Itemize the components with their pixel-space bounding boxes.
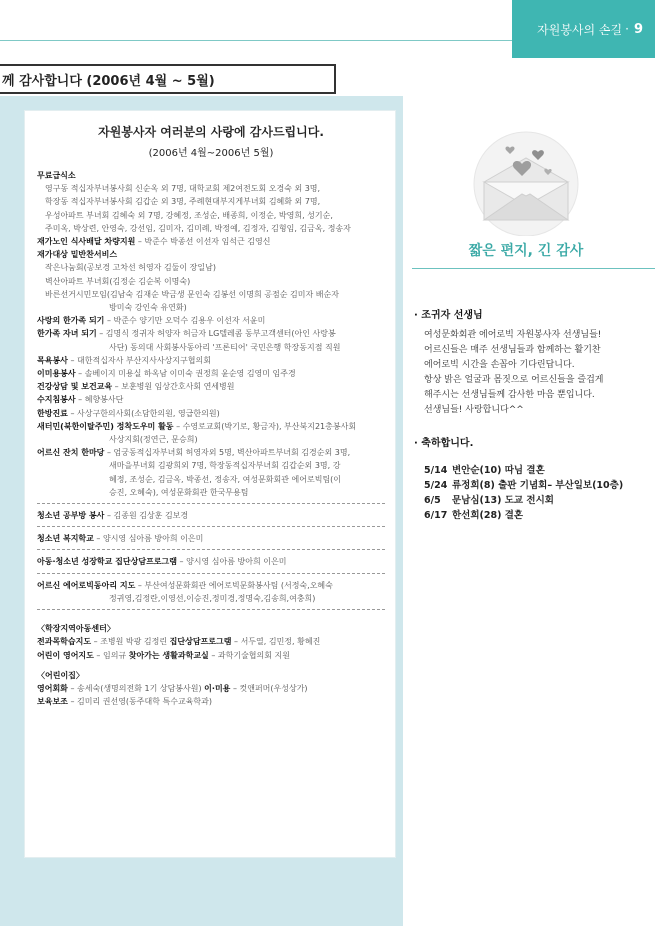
page-number: 9 <box>633 21 643 37</box>
detail-text: – 김미리 권선영(동주대학 특수교육학과) <box>67 697 212 707</box>
category-label: 어르신 잔치 한마당 <box>37 448 105 458</box>
category-label: 보육보조 <box>37 697 68 707</box>
letter-line: 여성문화회관 에어로빅 자원봉사자 선생님들! <box>424 330 602 340</box>
category-label: 전과목학습지도 <box>37 637 92 647</box>
list-line <box>37 486 385 499</box>
detail-text: – 임의규 <box>93 650 129 660</box>
detail-text: – 조병원 박광 김정린 <box>91 637 170 647</box>
detail-text: 방미숙 강인숙 유연화) <box>109 303 187 313</box>
event-item <box>424 478 644 493</box>
list-line <box>37 592 385 605</box>
letter-line: 해주시는 선생님들께 감사한 마음 뿐입니다. <box>424 390 595 400</box>
panel-subtitle: (2006년 4월~2006년 5월) <box>148 148 274 159</box>
letter-line: 선생님들! 사랑합니다^^ <box>424 405 524 415</box>
category-label: 영어회화 <box>37 683 68 693</box>
dashed-divider <box>37 526 385 527</box>
dashed-divider <box>37 573 385 574</box>
list-line <box>37 682 385 695</box>
list-line <box>37 433 385 446</box>
category-label: 어린이 영어지도 <box>37 650 94 660</box>
detail-text: 우성아파트 부녀회 김혜숙 외 7명, 강혜정, 조성순, 배종희, 이정순, 박영희, 성기순, <box>45 210 333 220</box>
congrats-heading: · 축하합니다. <box>414 438 474 449</box>
detail-text: 사상지회(정연근, 문승희) <box>109 435 198 445</box>
list-line <box>37 649 385 662</box>
volunteer-list <box>37 169 385 708</box>
envelope-with-hearts-icon <box>462 124 590 236</box>
header-rule <box>0 40 512 41</box>
detail-text: – 박준수 박종선 이선자 임석근 김영신 <box>135 237 271 247</box>
detail-text: – 대한적십자사 부산지사사상지구협의회 <box>67 355 211 365</box>
list-line <box>37 314 385 327</box>
detail-text: – 사상구한의사회(소담한의원, 영급한의원) <box>67 408 220 418</box>
list-line <box>37 622 385 635</box>
category-label: 아동·청소년 성장학교 집단상담프로그램 <box>37 557 177 567</box>
detail-text: – 보훈병원 임상간호사회 연세병원 <box>112 382 235 392</box>
detail-text: – 수영로교회(박기로, 황금자), 부산북지21총봉사회 <box>173 421 357 431</box>
column-title: 짧은 편지, 긴 감사 <box>468 243 584 259</box>
event-date: 5/24 <box>424 480 448 491</box>
detail-text: – 혜향봉사단 <box>75 395 124 405</box>
category-label: 집단상담프로그램 <box>169 637 232 647</box>
category-label: 목욕봉사 <box>37 355 68 365</box>
detail-text: – 솔베이지 미용실 하옥남 이미숙 권정희 윤순영 김영미 임주경 <box>75 369 296 379</box>
event-date: 6/17 <box>424 510 448 521</box>
list-line <box>37 669 385 682</box>
event-text: 문남심(13) 도교 전시회 <box>452 495 554 506</box>
list-line <box>37 380 385 393</box>
letter-line: 항상 밝은 얼굴과 몸짓으로 어르신들을 즐겁게 <box>424 375 604 385</box>
dashed-divider <box>37 503 385 504</box>
list-line <box>37 509 385 522</box>
list-line <box>37 182 385 195</box>
category-label: 수지침봉사 <box>37 395 76 405</box>
category-label: 이·미용 <box>204 683 231 693</box>
category-label: 한방진료 <box>37 408 68 418</box>
list-line <box>37 695 385 708</box>
separator: · <box>625 22 629 36</box>
detail-text: – 양시영 심아름 방아희 이은미 <box>176 557 287 567</box>
detail-text: 벽산아파트 부녀회(김정순 김순복 이명숙) <box>45 276 191 286</box>
event-date: 6/5 <box>424 495 441 506</box>
detail-text: – 김명식 정귀자 허양자 허금자 LG텔레콤 동부고객센터(아인 사랑봉 <box>96 329 336 339</box>
list-line <box>37 459 385 472</box>
detail-text: 승진, 오혜숙), 여성문화회관 한국무용팀 <box>109 487 249 497</box>
category-label: 한가족 자녀 되기 <box>37 329 97 339</box>
letter-body <box>424 328 636 418</box>
letter-heading: · 조귀자 선생님 <box>414 310 483 321</box>
list-line <box>37 235 385 248</box>
detail-text: 영구동 적십자부녀봉사회 신순옥 외 7명, 대학교회 제2여전도회 오경숙 외 3명, <box>45 184 321 194</box>
category-label: 재가대상 밑반찬서비스 <box>37 250 118 260</box>
list-line <box>37 635 385 648</box>
panel-title: 자원봉사자 여러분의 사랑에 감사드립니다. <box>98 125 324 139</box>
event-item <box>424 508 644 523</box>
list-line <box>37 341 385 354</box>
category-label: 사랑의 한가족 되기 <box>37 316 105 326</box>
list-line <box>37 327 385 340</box>
detail-text: 주미옥, 박상련, 안영숙, 강선임, 김미자, 김미례, 박정예, 김정자, 김형임, 김금옥, 정송자 <box>45 223 351 233</box>
list-line <box>37 367 385 380</box>
list-line <box>37 209 385 222</box>
list-line <box>37 446 385 459</box>
list-line <box>37 222 385 235</box>
detail-text: – 과학기술협의회 지원 <box>208 650 290 660</box>
event-text: 변안순(10) 따님 결혼 <box>452 465 545 476</box>
event-date: 5/14 <box>424 465 448 476</box>
detail-text: – 김종원 김상훈 김보경 <box>104 511 189 521</box>
list-line <box>37 579 385 592</box>
list-line <box>37 195 385 208</box>
page-title: 께 감사합니다 (2006년 4월 ~ 5월) <box>0 64 336 94</box>
category-label: 건강상담 및 보건교육 <box>37 382 113 392</box>
list-line <box>37 169 385 182</box>
spacer <box>37 662 385 669</box>
detail-text: 새마을부녀회 김광희외 7명, 학장동적십자부녀회 김갑순외 3명, 강 <box>109 461 341 471</box>
event-list <box>424 463 644 523</box>
list-line <box>37 393 385 406</box>
detail-text: – 송세숙(생명의전화 1기 상담봉사원) <box>67 683 205 693</box>
detail-text: – 박준수 양기만 오덕수 김용우 이선자 서윤미 <box>104 316 266 326</box>
list-line <box>37 288 385 301</box>
letter-line: 어르신들은 매주 선생님들과 함께하는 활기찬 <box>424 345 601 355</box>
detail-text: – 부산여성문화회관 에어로빅문화봉사팀 (서정숙,오혜숙 <box>135 580 333 590</box>
category-label: 청소년 공부방 봉사 <box>37 511 105 521</box>
thanks-box <box>24 110 396 858</box>
detail-text: 바른선거시민모임(김남숙 김재순 박금생 문인숙 김봉선 이명희 공점순 김미자 배순자 <box>45 289 339 299</box>
detail-text: 사단) 동의대 사회봉사동아리 '프론티어' 국민은행 학장동지점 직원 <box>109 342 341 352</box>
letter-line: 에어로빅 시간을 손꼽아 기다린답니다. <box>424 360 575 370</box>
category-label: 이미용봉사 <box>37 369 76 379</box>
category-label: 어르신 에어로빅동아리 지도 <box>37 580 136 590</box>
detail-text: – 엄궁동적십자부녀회 허영자외 5명, 벽산아파트부녀회 김경순외 3명, <box>104 448 351 458</box>
list-line <box>37 420 385 433</box>
detail-text: – 서두열, 김민정, 황혜진 <box>231 637 321 647</box>
list-line <box>37 473 385 486</box>
detail-text: 정귀영,김정란,이영선,이승진,정미경,정명숙,김송희,여충희) <box>109 593 316 603</box>
section-tab <box>512 0 655 58</box>
list-line <box>37 555 385 568</box>
list-line <box>37 532 385 545</box>
category-label: 재가노인 식사배달 차량지원 <box>37 237 136 247</box>
detail-text: 학장동 적십자부녀봉사회 김갑순 외 3명, 주례현대부지게부녀회 김혜화 외 7명, <box>45 197 321 207</box>
event-item <box>424 493 644 508</box>
list-line <box>37 407 385 420</box>
list-line <box>37 301 385 314</box>
category-label: 〈어린이집〉 <box>37 670 84 680</box>
category-label: 찾아가는 생활과학교실 <box>128 650 209 660</box>
dashed-divider <box>37 609 385 610</box>
detail-text: 혜정, 조성순, 김금옥, 박종선, 정송자, 여성문화회관 에어로빅팀(이 <box>109 474 342 484</box>
dashed-divider <box>37 549 385 550</box>
event-text: 류정희(8) 출판 기념회– 부산일보(10층) <box>452 480 624 491</box>
event-item <box>424 463 644 478</box>
list-line <box>37 354 385 367</box>
list-line <box>37 275 385 288</box>
detail-text: – 양시영 심아름 방아희 이은미 <box>93 534 204 544</box>
category-label: 무료급식소 <box>37 171 76 180</box>
spacer <box>37 615 385 622</box>
detail-text: 작은나눔회(공보경 고차선 허영자 김둘이 장일남) <box>45 263 216 273</box>
category-label: 청소년 복지학교 <box>37 534 94 544</box>
category-label: 〈학장지역아동센터〉 <box>37 624 115 634</box>
section-label: 자원봉사의 손길 <box>537 22 623 37</box>
category-label: 새터민(북한이탈주민) 정착도우미 활동 <box>37 421 174 431</box>
list-line <box>37 261 385 274</box>
column-rule <box>412 268 655 269</box>
list-line <box>37 248 385 261</box>
detail-text: – 컷앤퍼머(우성상가) <box>230 683 308 693</box>
event-text: 한선희(28) 결혼 <box>452 510 524 521</box>
